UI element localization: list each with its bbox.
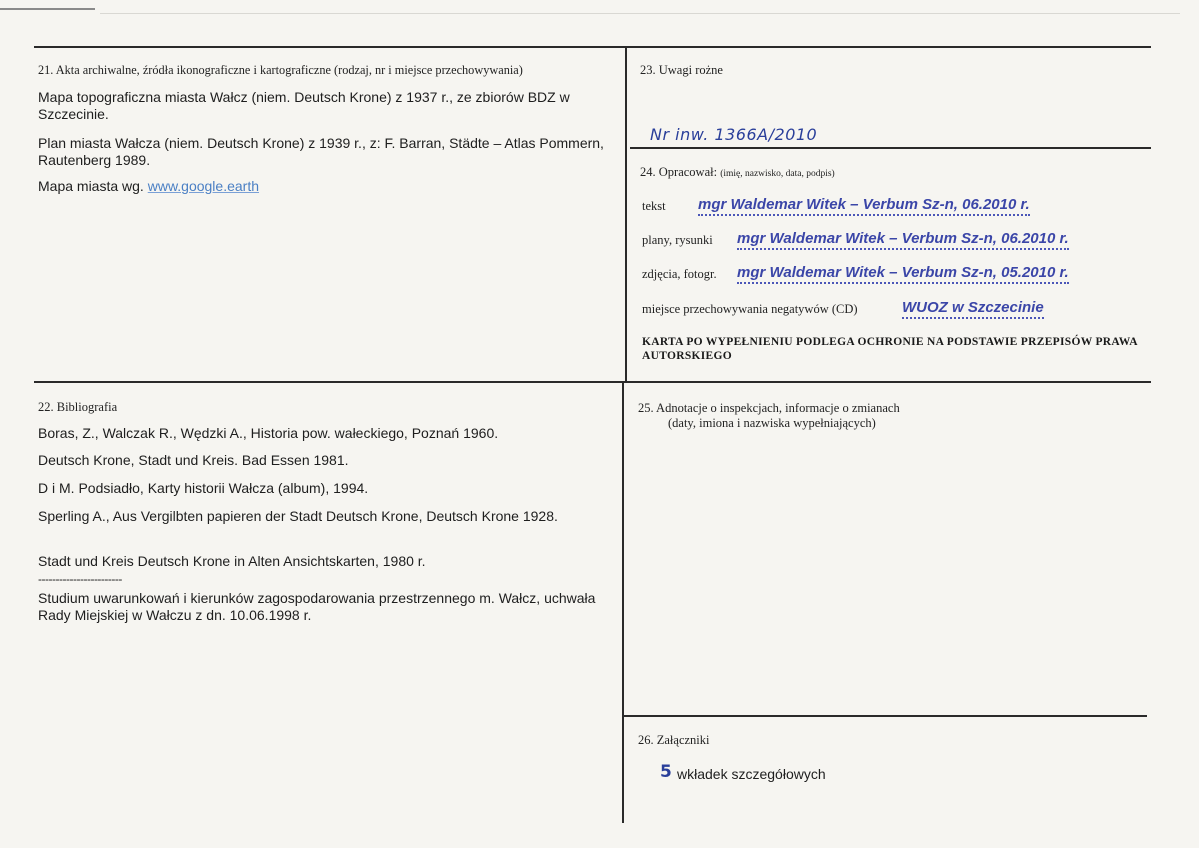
bibliography-separator: ------------------------ — [38, 572, 122, 586]
top-edge-mark — [0, 8, 95, 10]
lower-column-divider — [622, 383, 624, 823]
s24-row-value-text: mgr Waldemar Witek – Verbum Sz-n, 06.2010 r. — [698, 196, 1030, 216]
s24-title-text: 24. Opracował: — [640, 165, 718, 179]
bibliography-entry-4: Sperling A., Aus Vergilbten papieren der Stadt Deutsch Krone, Deutsch Krone 1928. — [38, 508, 558, 524]
attachments-text: wkładek szczegółowych — [677, 766, 826, 782]
section-25-title: 25. Adnotacje o inspekcjach, informacje o zmianach — [638, 401, 900, 415]
section-23-title: 23. Uwagi rożne — [640, 63, 723, 77]
top-faint-line — [100, 13, 1180, 14]
s21-entry-1: Mapa topograficzna miasta Wałcz (niem. Deutsch Krone) z 1937 r., ze zbiorów BDZ w Szczecinie. — [38, 89, 570, 122]
bibliography-entry-1: Boras, Z., Walczak R., Wędzki A., Historia pow. wałeckiego, Poznań 1960. — [38, 425, 499, 441]
attachments-count-handwritten: 5 — [660, 762, 672, 782]
section-26-title: 26. Załączniki — [638, 733, 710, 747]
bibliography-entry-2: Deutsch Krone, Stadt und Kreis. Bad Essen 1981. — [38, 452, 349, 468]
s24-row-value-photos: mgr Waldemar Witek – Verbum Sz-n, 05.2010 r. — [737, 264, 1069, 284]
section-21-title: 21. Akta archiwalne, źródła ikonograficzne i kartograficzne (rodzaj, nr i miejsce przechowywania) — [38, 63, 523, 77]
bibliography-entry-5: Stadt und Kreis Deutsch Krone in Alten Ansichtskarten, 1980 r. — [38, 553, 426, 569]
section-24-title — [640, 165, 835, 180]
s24-row-label-plans: plany, rysunki — [642, 233, 713, 247]
s24-row-label-photos: zdjęcia, fotogr. — [642, 267, 717, 281]
copyright-notice: KARTA PO WYPEŁNIENIU PODLEGA OCHRONIE NA PODSTAWIE PRZEPISÓW PRAWA AUTORSKIEGO — [642, 336, 1138, 362]
s21-entry-3 — [38, 178, 613, 195]
section-22-title: 22. Bibliografia — [38, 400, 118, 414]
s25-s26-divider — [622, 715, 1147, 717]
s21-entry-2: Plan miasta Wałcza (niem. Deutsch Krone) z 1939 r., z: F. Barran, Städte – Atlas Pommern, Rautenberg 1989. — [38, 135, 604, 168]
s21-map-prefix: Mapa miasta wg. — [38, 178, 144, 194]
upper-column-divider — [625, 46, 627, 383]
s24-title-note: (imię, nazwisko, data, podpis) — [720, 169, 835, 179]
section-25-subtitle: (daty, imiona i nazwiska wypełniających) — [668, 416, 876, 430]
s24-row-label-negatives: miejsce przechowywania negatywów (CD) — [642, 302, 858, 316]
s24-row-value-plans: mgr Waldemar Witek – Verbum Sz-n, 06.2010 r. — [737, 230, 1069, 250]
s24-row-label-text: tekst — [642, 199, 666, 213]
s23-s24-divider — [630, 147, 1151, 149]
bibliography-entry-3: D i M. Podsiadło, Karty historii Wałcza (album), 1994. — [38, 480, 369, 496]
middle-border — [34, 381, 1151, 383]
bibliography-extra-entry: Studium uwarunkowań i kierunków zagospodarowania przestrzennego m. Wałcz, uchwała Rady Miejskiej w Wałczu z dn. 10.06.1998 r. — [38, 590, 596, 623]
top-border — [34, 46, 1151, 48]
s24-row-value-negatives: WUOZ w Szczecinie — [902, 299, 1044, 319]
google-earth-link[interactable]: www.google.earth — [147, 178, 260, 194]
inventory-number-handwritten: Nr inw. 1366A/2010 — [650, 125, 818, 144]
